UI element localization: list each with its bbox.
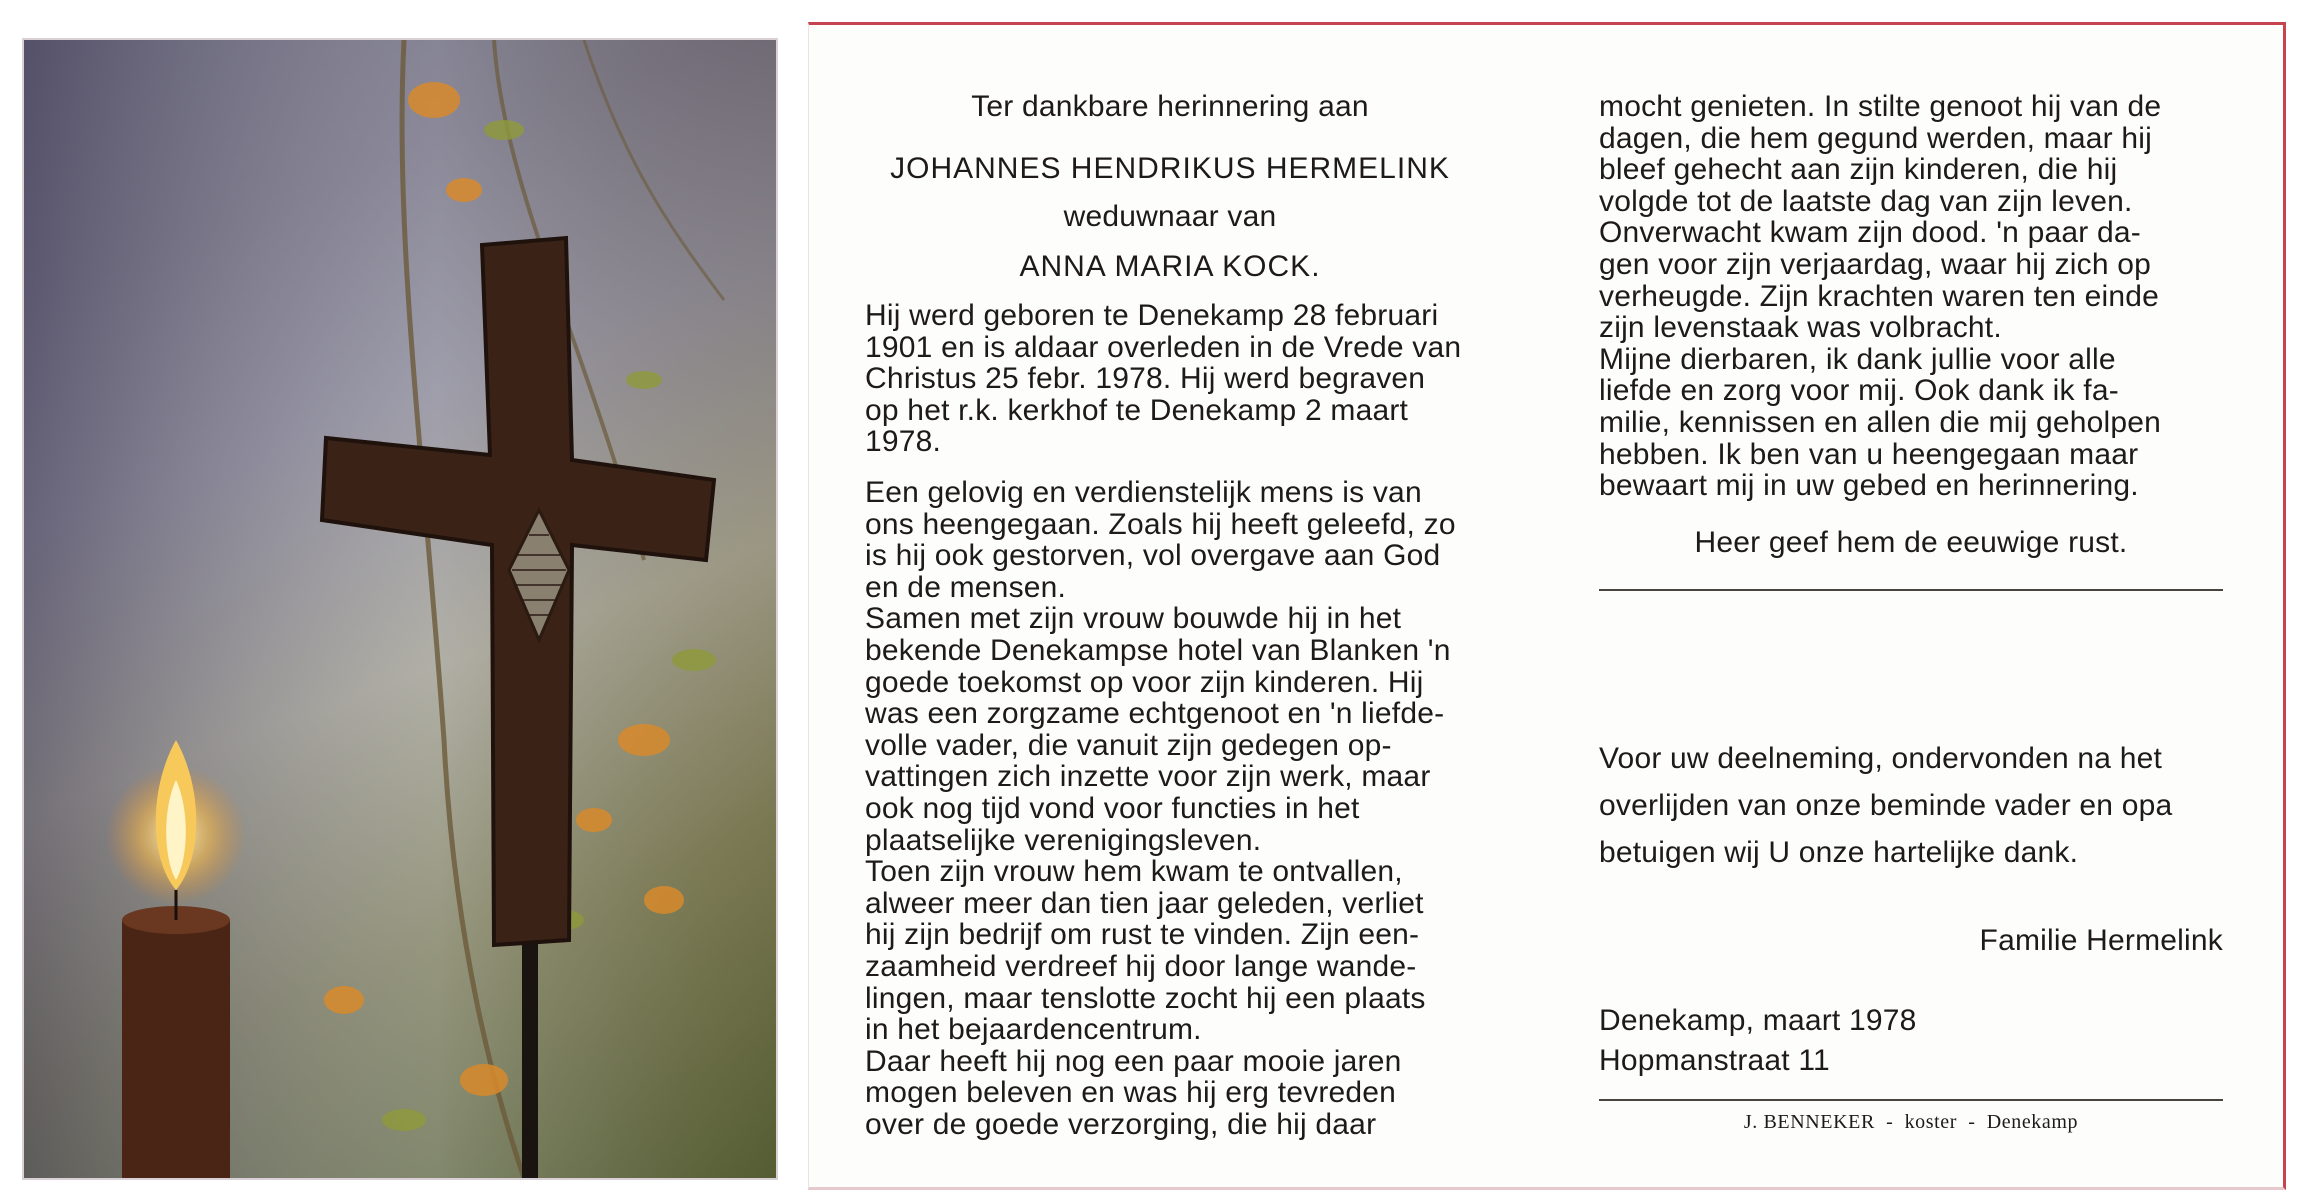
memorial-photo	[22, 38, 778, 1180]
memorial-text-card	[808, 22, 2286, 1190]
thanks-paragraph: Voor uw deelneming, ondervonden na het overlijden van onze beminde vader en opa betuigen wij U onze hartelijke dank.	[1599, 742, 2173, 869]
spouse-name: ANNA MARIA KOCK.	[1019, 250, 1321, 283]
deceased-name: JOHANNES HENDRIKUS HERMELINK	[890, 152, 1450, 185]
prayer-line: Heer geef hem de eeuwige rust.	[1694, 526, 2128, 559]
divider-bottom	[1599, 1099, 2223, 1101]
life-story-paragraph: Een gelovig en verdienstelijk mens is van ons heengegaan. Zoals hij heeft geleefd, zo is hij ook gestorven, vol overgave aan God en de mensen. Samen met zijn vrouw bouwde hij in het bekende Denekampse hotel van Blanken 'n goede toekomst op voor zijn kinderen. Hij was een zorgzame echtgenoot en 'n liefde- volle vader, die vanuit zijn gedegen op- vattingen zich inzette voor zijn werk, maar ook nog tijd vond voor functies in het plaatselijke verenigingsleven. Toen zijn vrouw hem kwam te ontvallen, alweer meer dan tien jaar geleden, verliet hij zijn bedrijf om rust te vinden. Zijn een- zaamheid verdreef hij door lange wande- lingen, maar tenslotte zocht hij een plaats in het bejaardencentrum. Daar heeft hij nog een paar mooie jaren mogen beleven en was hij erg tevreden over de goede verzorging, die hij daar	[865, 476, 1456, 1141]
farewell-paragraph: mocht genieten. In stilte genoot hij van de dagen, die hem gegund werden, maar hij bleef gehecht aan zijn kinderen, die hij volgde tot de laatste dag van zijn leven. Onverwacht kwam zijn dood. 'n paar da- gen voor zijn verjaardag, waar hij zich op verheugde. Zijn krachten waren ten einde zijn levenstaak was volbracht. Mijne dierbaren, ik dank jullie voor alle liefde en zorg voor mij. Ook dank ik fa- milie, kennissen en allen die mij geholpen hebben. Ik ben van u heengegaan maar bewaart mij in uw gebed en herinnering.	[1599, 90, 2162, 503]
divider-top	[1599, 589, 2223, 591]
relation-line: weduwnaar van	[1063, 200, 1277, 233]
printer-credit: J. BENNEKER - koster - Denekamp	[1743, 1111, 2079, 1133]
address-line: Hopmanstraat 11	[1599, 1044, 1830, 1077]
place-date: Denekamp, maart 1978	[1599, 1004, 1917, 1037]
opening-line: Ter dankbare herinnering aan	[971, 90, 1369, 123]
biography-paragraph: Hij werd geboren te Denekamp 28 februari 1901 en is aldaar overleden in de Vrede van Christus 25 febr. 1978. Hij werd begraven op het r.k. kerkhof te Denekamp 2 maart 1978.	[865, 299, 1462, 459]
family-signature: Familie Hermelink	[1979, 924, 2223, 957]
